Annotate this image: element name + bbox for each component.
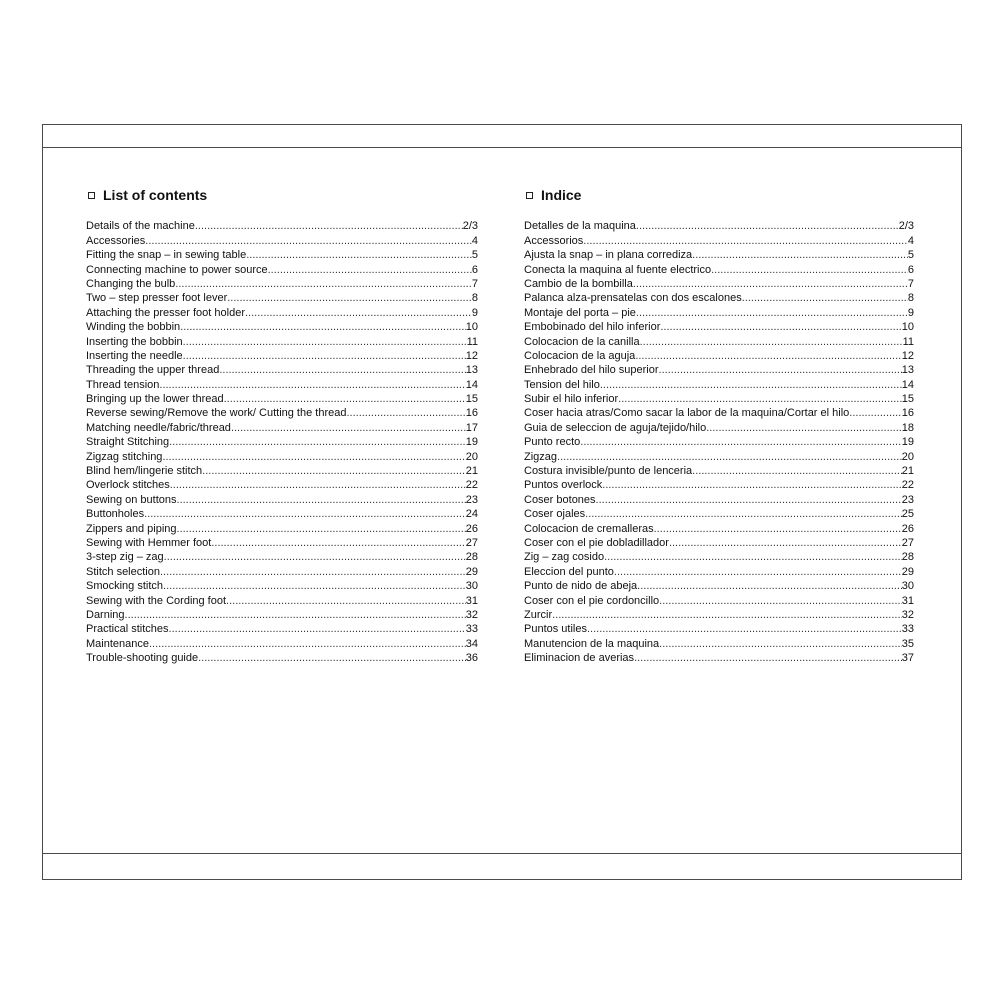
- dot-leader: [346, 407, 465, 420]
- toc-entry: [86, 262, 478, 276]
- toc-entry: [86, 550, 478, 564]
- toc-entry: [86, 406, 478, 420]
- toc-entry-title: Changing the bulb: [86, 277, 176, 290]
- toc-entry-title: Practical stitches: [86, 623, 169, 636]
- toc-entry-title: Two – step presser foot lever: [86, 292, 228, 305]
- dot-leader: [169, 623, 466, 636]
- toc-entry-title: Palanca alza-prensatelas con dos escalones: [524, 292, 742, 305]
- contents-heading: [86, 185, 478, 205]
- toc-entry: [86, 305, 478, 319]
- toc-entry-title: Trouble-shooting guide: [86, 652, 199, 665]
- dot-leader: [711, 264, 908, 277]
- toc-entry: [86, 377, 478, 391]
- toc-entry-title: Inserting the needle: [86, 349, 183, 362]
- toc-entry-title: Puntos overlock: [524, 479, 603, 492]
- toc-entry-page: 6: [907, 263, 914, 276]
- dot-leader: [669, 537, 902, 550]
- toc-entry-title: Puntos utiles: [524, 623, 587, 636]
- toc-entry-page: 15: [465, 393, 478, 406]
- toc-entry-title: Conecta la maquina al fuente electrico: [524, 263, 712, 276]
- toc-entry-title: Detalles de la maquina: [524, 220, 636, 233]
- toc-entry: [524, 277, 914, 291]
- dot-leader: [849, 407, 901, 420]
- toc-entry-page: 19: [465, 436, 478, 449]
- dot-leader: [635, 350, 901, 363]
- dot-leader: [202, 465, 466, 478]
- toc-entry-page: 27: [901, 536, 914, 549]
- dot-leader: [596, 494, 902, 507]
- toc-entry-title: Attaching the presser foot holder: [86, 306, 245, 319]
- toc-entry-page: 34: [465, 637, 478, 650]
- toc-entry-title: Thread tension: [86, 378, 160, 391]
- dot-leader: [659, 364, 902, 377]
- dot-leader: [198, 652, 466, 665]
- dot-leader: [159, 379, 465, 392]
- toc-entry-title: Embobinado del hilo inferior: [524, 321, 661, 334]
- dot-leader: [177, 523, 466, 536]
- toc-entry-title: Straight Stitching: [86, 436, 170, 449]
- dot-leader: [659, 638, 902, 651]
- toc-entry-title: Reverse sewing/Remove the work/ Cutting the thread: [86, 407, 347, 420]
- toc-entry: [524, 651, 914, 665]
- toc-entry-page: 32: [901, 608, 914, 621]
- toc-entry: [524, 449, 914, 463]
- toc-entry: [524, 219, 914, 233]
- toc-entry-title: Sewing with Hemmer foot: [86, 536, 212, 549]
- dot-leader: [160, 566, 466, 579]
- toc-entry: [86, 291, 478, 305]
- toc-entry-page: 23: [465, 493, 478, 506]
- dot-leader: [706, 422, 902, 435]
- dot-leader: [660, 321, 901, 334]
- toc-entry: [524, 478, 914, 492]
- toc-entry: [86, 277, 478, 291]
- toc-entry-page: 29: [465, 565, 478, 578]
- square-bullet-icon: [88, 192, 95, 199]
- dot-leader: [177, 494, 466, 507]
- toc-entry-page: 10: [465, 321, 478, 334]
- toc-entry-page: 36: [465, 652, 478, 665]
- toc-entry-page: 21: [465, 465, 478, 478]
- toc-entry-page: 5: [907, 249, 914, 262]
- toc-entry-title: Cambio de la bombilla: [524, 277, 633, 290]
- toc-entry: [524, 377, 914, 391]
- toc-entry-page: 12: [901, 349, 914, 362]
- dot-leader: [692, 465, 902, 478]
- toc-entry: [524, 579, 914, 593]
- toc-entry-title: Coser ojales: [524, 508, 586, 521]
- toc-entry: [524, 334, 914, 348]
- toc-entry-page: 22: [465, 479, 478, 492]
- toc-entry-page: 9: [907, 306, 914, 319]
- toc-entry: [86, 622, 478, 636]
- toc-entry-page: 13: [901, 364, 914, 377]
- toc-entry-title: Connecting machine to power source: [86, 263, 268, 276]
- toc-entry-page: 18: [901, 421, 914, 434]
- dot-leader: [149, 638, 466, 651]
- dot-leader: [587, 623, 902, 636]
- dot-leader: [226, 595, 466, 608]
- dot-leader: [164, 551, 466, 564]
- toc-entry-title: 3-step zig – zag: [86, 551, 164, 564]
- toc-entry-title: Fitting the snap – in sewing table: [86, 249, 247, 262]
- dot-leader: [636, 307, 908, 320]
- contents-column-english: [86, 185, 478, 665]
- toc-entry-page: 5: [471, 249, 478, 262]
- toc-entry-title: Maintenance: [86, 637, 149, 650]
- toc-entry: [86, 492, 478, 506]
- toc-entry-page: 29: [901, 565, 914, 578]
- toc-entry-page: 20: [901, 450, 914, 463]
- toc-entry-title: Stitch selection: [86, 565, 160, 578]
- dot-leader: [614, 566, 902, 579]
- dot-leader: [125, 609, 466, 622]
- contents-list: [86, 219, 478, 665]
- toc-entry-title: Accessorios: [524, 234, 584, 247]
- toc-entry-title: Coser hacia atras/Como sacar la labor de la maquina/Cortar el hilo: [524, 407, 850, 420]
- dot-leader: [170, 479, 466, 492]
- toc-entry-page: 16: [465, 407, 478, 420]
- toc-entry: [524, 492, 914, 506]
- toc-entry: [86, 233, 478, 247]
- dot-leader: [183, 336, 467, 349]
- toc-entry: [524, 262, 914, 276]
- toc-entry-page: 28: [465, 551, 478, 564]
- square-bullet-icon: [526, 192, 533, 199]
- toc-entry: [86, 435, 478, 449]
- toc-entry-title: Costura invisible/punto de lenceria: [524, 465, 693, 478]
- toc-entry-title: Sewing on buttons: [86, 493, 177, 506]
- toc-entry-title: Threading the upper thread: [86, 364, 220, 377]
- toc-entry: [86, 464, 478, 478]
- dot-leader: [633, 278, 908, 291]
- dot-leader: [144, 508, 466, 521]
- dot-leader: [180, 321, 466, 334]
- toc-entry: [86, 651, 478, 665]
- toc-entry-title: Sewing with the Cording foot: [86, 594, 227, 607]
- toc-entry-title: Colocacion de cremalleras: [524, 522, 654, 535]
- toc-entry-page: 11: [902, 335, 914, 348]
- toc-entry: [86, 248, 478, 262]
- toc-entry: [524, 420, 914, 434]
- dot-leader: [654, 523, 902, 536]
- toc-entry: [86, 564, 478, 578]
- toc-entry-page: 4: [907, 234, 914, 247]
- toc-entry-title: Colocacion de la aguja: [524, 349, 636, 362]
- toc-entry: [524, 464, 914, 478]
- toc-entry-title: Inserting the bobbin: [86, 335, 183, 348]
- toc-entry-page: 7: [907, 277, 914, 290]
- dot-leader: [583, 235, 908, 248]
- toc-entry-title: Zigzag stitching: [86, 450, 163, 463]
- toc-entry-title: Guia de seleccion de aguja/tejido/hilo: [524, 421, 707, 434]
- dot-leader: [640, 336, 903, 349]
- toc-entry: [86, 593, 478, 607]
- indice-list: [524, 219, 914, 665]
- toc-entry-page: 2/3: [462, 220, 478, 233]
- dot-leader: [580, 436, 901, 449]
- toc-entry-title: Coser con el pie dobladillador: [524, 536, 669, 549]
- toc-entry-page: 26: [901, 522, 914, 535]
- toc-entry-page: 24: [465, 508, 478, 521]
- dot-leader: [169, 436, 466, 449]
- top-rule: [43, 147, 961, 148]
- contents-column-spanish: [524, 185, 914, 665]
- toc-entry: [86, 521, 478, 535]
- dot-leader: [659, 595, 902, 608]
- toc-entry-page: 17: [465, 421, 478, 434]
- toc-entry-page: 28: [901, 551, 914, 564]
- indice-heading-text: Indice: [541, 187, 582, 203]
- toc-entry-page: 35: [901, 637, 914, 650]
- toc-entry-title: Ajusta la snap – in plana corrediza: [524, 249, 693, 262]
- indice-heading: [524, 185, 914, 205]
- toc-entry-title: Winding the bobbin: [86, 321, 181, 334]
- toc-entry-page: 16: [901, 407, 914, 420]
- dot-leader: [268, 264, 472, 277]
- toc-entry-title: Matching needle/fabric/thread: [86, 421, 231, 434]
- dot-leader: [618, 393, 902, 406]
- toc-entry: [86, 536, 478, 550]
- toc-entry-title: Eliminacion de averias: [524, 652, 635, 665]
- toc-entry-title: Punto de nido de abeja: [524, 580, 638, 593]
- toc-entry-page: 14: [901, 378, 914, 391]
- toc-entry-page: 8: [471, 292, 478, 305]
- toc-entry: [524, 564, 914, 578]
- toc-entry: [524, 233, 914, 247]
- dot-leader: [602, 479, 901, 492]
- toc-entry: [524, 622, 914, 636]
- toc-entry-title: Coser con el pie cordoncillo: [524, 594, 660, 607]
- toc-entry-title: Smocking stitch: [86, 580, 164, 593]
- dot-leader: [585, 508, 902, 521]
- dot-leader: [636, 220, 899, 233]
- toc-entry: [524, 349, 914, 363]
- toc-entry-page: 12: [465, 349, 478, 362]
- toc-entry-page: 26: [465, 522, 478, 535]
- toc-entry-title: Darning: [86, 608, 125, 621]
- toc-entry-page: 33: [901, 623, 914, 636]
- toc-entry-page: 30: [901, 580, 914, 593]
- dot-leader: [557, 451, 902, 464]
- toc-entry: [524, 550, 914, 564]
- toc-entry-page: 32: [465, 608, 478, 621]
- toc-entry-title: Enhebrado del hilo superior: [524, 364, 659, 377]
- toc-entry-page: 9: [471, 306, 478, 319]
- toc-entry-title: Blind hem/lingerie stitch: [86, 465, 203, 478]
- toc-entry-title: Colocacion de la canilla: [524, 335, 640, 348]
- toc-entry: [524, 636, 914, 650]
- toc-entry: [524, 406, 914, 420]
- toc-entry-page: 27: [465, 536, 478, 549]
- toc-entry-title: Montaje del porta – pie: [524, 306, 636, 319]
- contents-heading-text: List of contents: [103, 187, 208, 203]
- toc-entry-title: Coser botones: [524, 493, 596, 506]
- toc-entry-title: Manutencion de la maquina: [524, 637, 660, 650]
- toc-entry-page: 2/3: [898, 220, 914, 233]
- toc-entry: [524, 320, 914, 334]
- toc-entry: [86, 320, 478, 334]
- toc-entry-page: 10: [901, 321, 914, 334]
- toc-entry-title: Eleccion del punto: [524, 565, 614, 578]
- toc-entry: [524, 521, 914, 535]
- dot-leader: [604, 551, 902, 564]
- dot-leader: [175, 278, 472, 291]
- toc-entry-title: Accessories: [86, 234, 146, 247]
- toc-entry-page: 22: [901, 479, 914, 492]
- toc-entry: [86, 349, 478, 363]
- dot-leader: [246, 249, 472, 262]
- toc-entry-title: Overlock stitches: [86, 479, 170, 492]
- toc-entry: [524, 507, 914, 521]
- toc-entry: [86, 608, 478, 622]
- dot-leader: [195, 220, 463, 233]
- toc-entry: [86, 579, 478, 593]
- toc-entry-page: 23: [901, 493, 914, 506]
- toc-entry: [86, 478, 478, 492]
- document-page: [42, 124, 962, 880]
- toc-entry: [86, 334, 478, 348]
- dot-leader: [637, 580, 902, 593]
- toc-entry-title: Punto recto: [524, 436, 581, 449]
- dot-leader: [227, 292, 472, 305]
- toc-entry-title: Details of the machine: [86, 220, 195, 233]
- toc-entry-title: Zippers and piping: [86, 522, 177, 535]
- dot-leader: [183, 350, 466, 363]
- toc-entry-page: 14: [465, 378, 478, 391]
- dot-leader: [145, 235, 472, 248]
- toc-entry-title: Bringing up the lower thread: [86, 393, 224, 406]
- dot-leader: [600, 379, 902, 392]
- toc-entry: [524, 593, 914, 607]
- toc-entry-title: Tension del hilo: [524, 378, 600, 391]
- toc-entry-page: 31: [465, 594, 478, 607]
- toc-entry-page: 11: [466, 335, 478, 348]
- toc-entry-page: 20: [465, 450, 478, 463]
- toc-entry-title: Zigzag: [524, 450, 558, 463]
- toc-entry: [524, 392, 914, 406]
- toc-entry: [524, 435, 914, 449]
- dot-leader: [224, 393, 466, 406]
- toc-entry-page: 19: [901, 436, 914, 449]
- dot-leader: [162, 451, 465, 464]
- toc-entry: [86, 636, 478, 650]
- toc-entry-page: 33: [465, 623, 478, 636]
- toc-entry-page: 4: [471, 234, 478, 247]
- toc-entry-page: 21: [901, 465, 914, 478]
- dot-leader: [634, 652, 902, 665]
- dot-leader: [245, 307, 472, 320]
- toc-entry: [524, 363, 914, 377]
- toc-entry-title: Buttonholes: [86, 508, 145, 521]
- toc-entry-page: 6: [471, 263, 478, 276]
- toc-entry-title: Zig – zag cosido: [524, 551, 605, 564]
- dot-leader: [163, 580, 466, 593]
- toc-entry: [86, 420, 478, 434]
- toc-entry-page: 15: [901, 393, 914, 406]
- toc-entry-page: 25: [901, 508, 914, 521]
- toc-entry-page: 7: [471, 277, 478, 290]
- dot-leader: [231, 422, 466, 435]
- dot-leader: [211, 537, 465, 550]
- dot-leader: [742, 292, 908, 305]
- toc-entry-title: Zurcir: [524, 608, 553, 621]
- toc-entry: [524, 608, 914, 622]
- toc-entry-page: 8: [907, 292, 914, 305]
- toc-entry: [86, 507, 478, 521]
- toc-entry: [86, 449, 478, 463]
- toc-entry-title: Subir el hilo inferior: [524, 393, 619, 406]
- toc-entry: [524, 291, 914, 305]
- toc-entry: [86, 392, 478, 406]
- dot-leader: [692, 249, 908, 262]
- bottom-rule: [43, 853, 961, 854]
- toc-entry-page: 30: [465, 580, 478, 593]
- toc-entry: [86, 219, 478, 233]
- dot-leader: [219, 364, 465, 377]
- toc-entry-page: 13: [465, 364, 478, 377]
- toc-entry-page: 37: [901, 652, 914, 665]
- dot-leader: [552, 609, 902, 622]
- toc-entry: [524, 248, 914, 262]
- toc-entry: [524, 305, 914, 319]
- toc-entry-page: 31: [901, 594, 914, 607]
- toc-entry: [86, 363, 478, 377]
- toc-entry: [524, 536, 914, 550]
